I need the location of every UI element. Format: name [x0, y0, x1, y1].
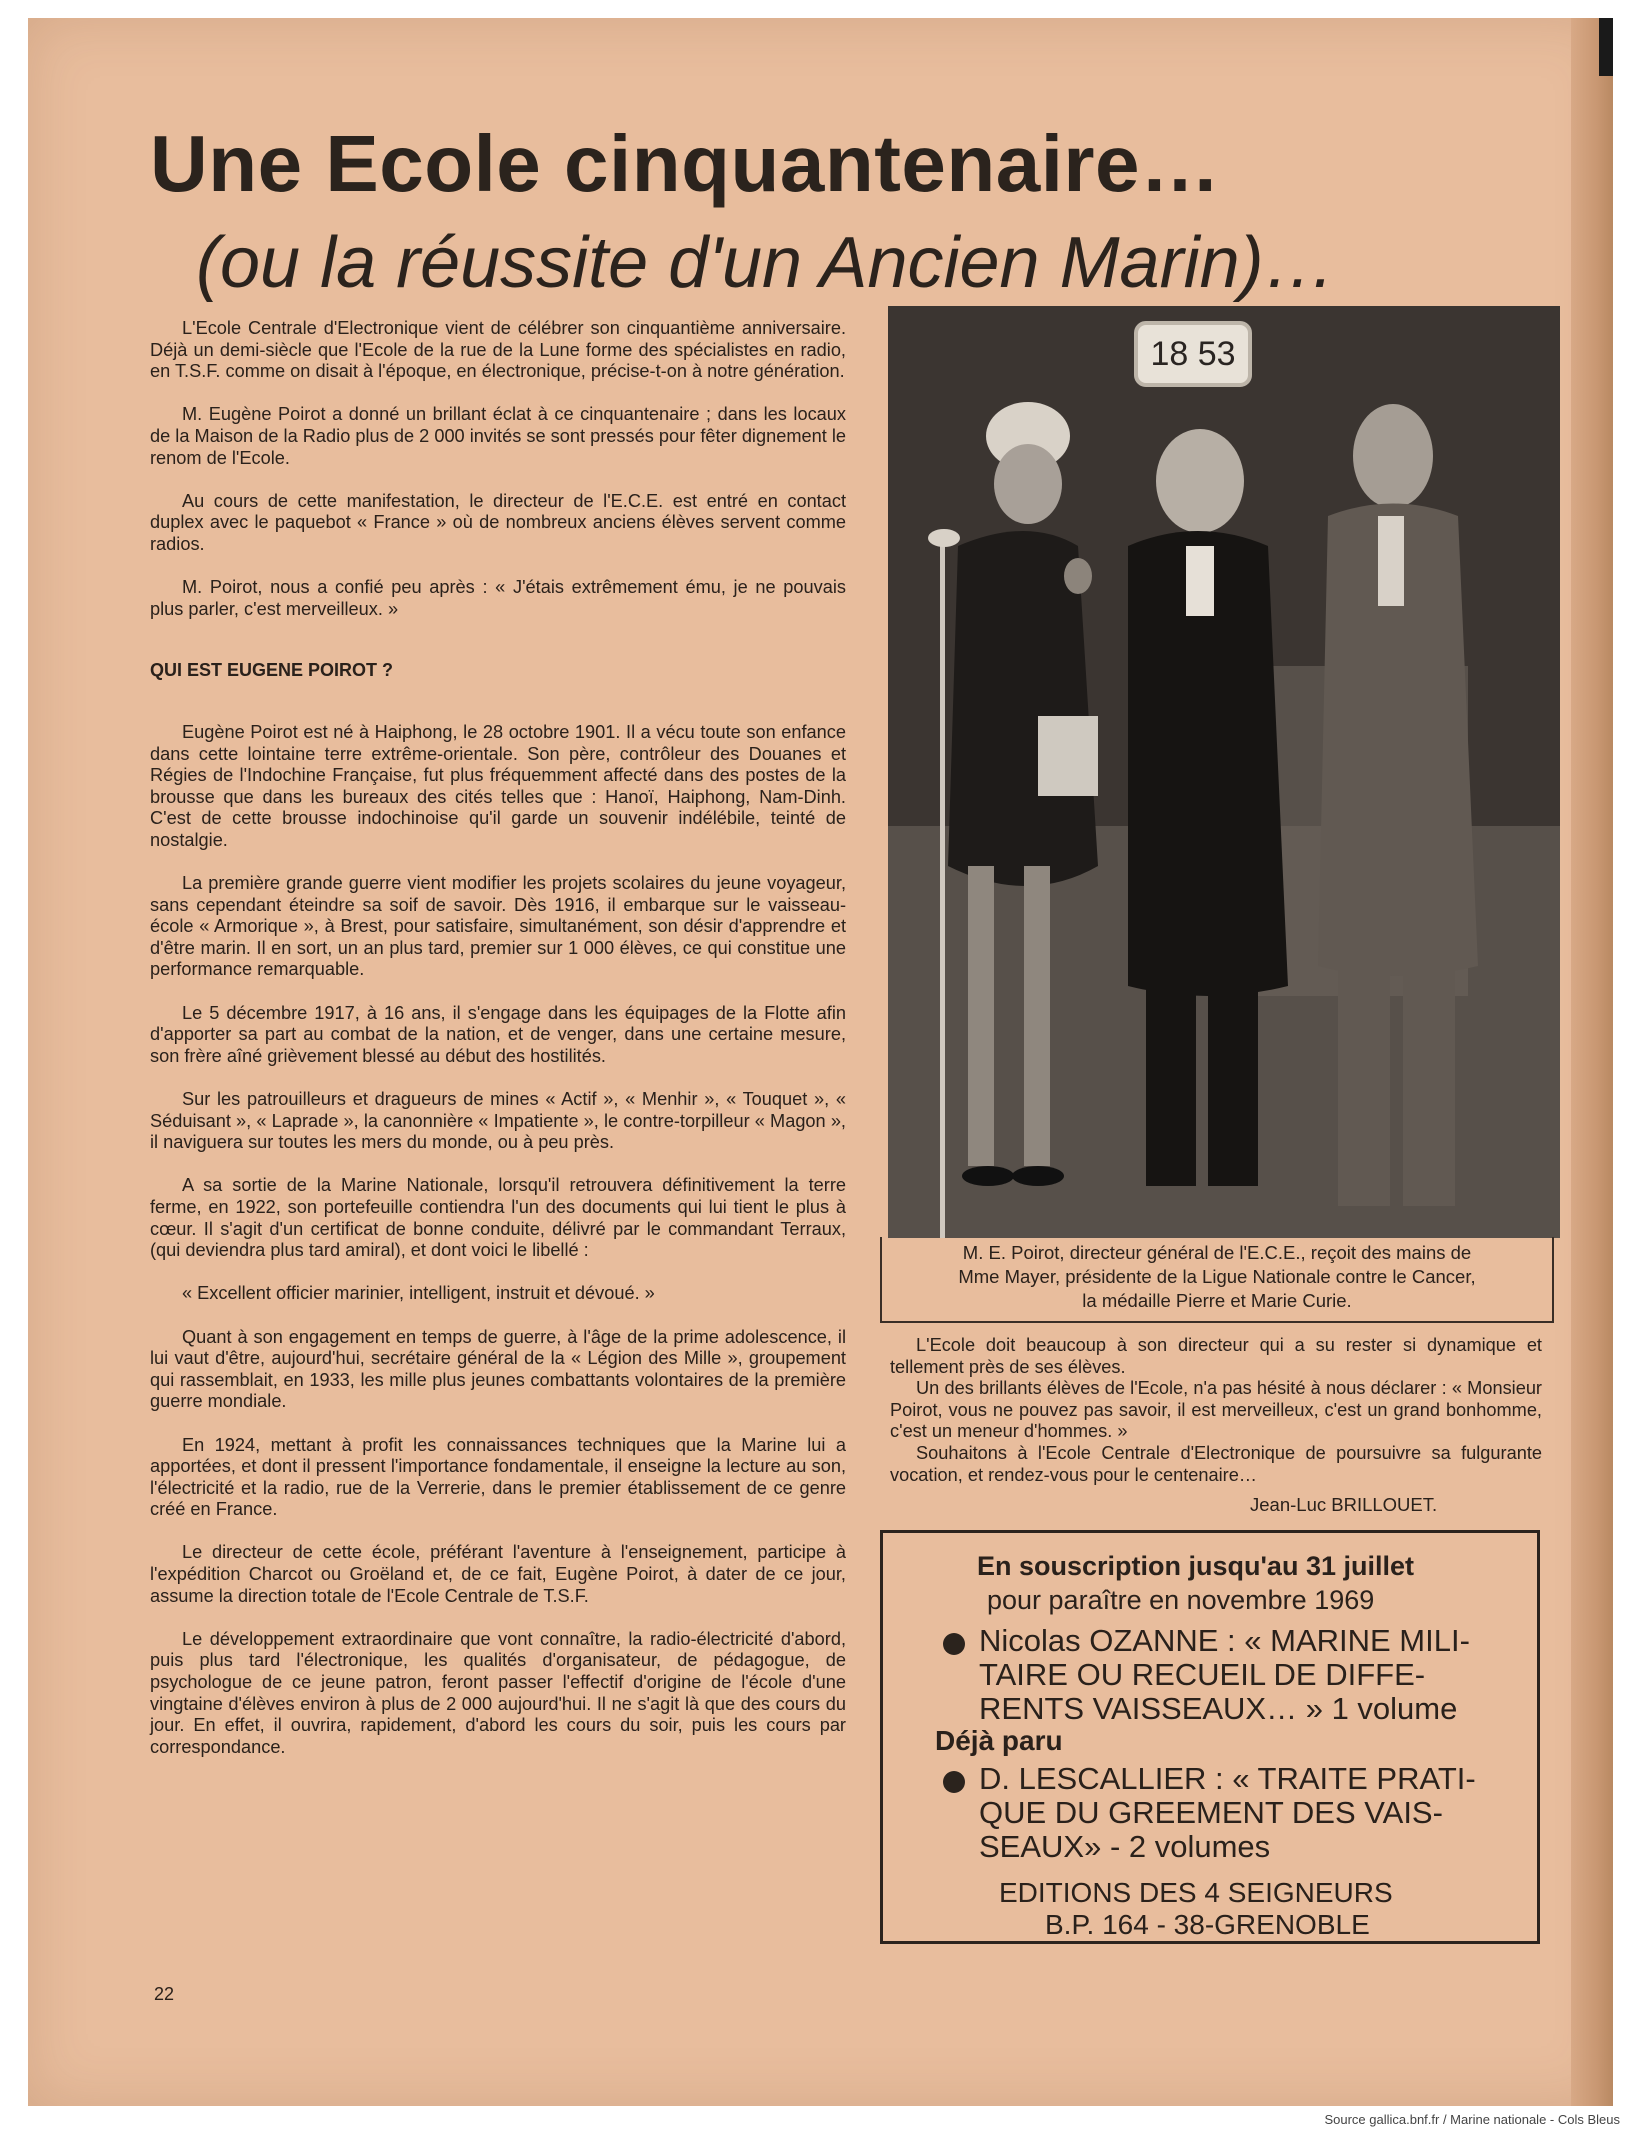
intro-paragraph: Au cours de cette manifestation, le directeur de l'E.C.E. est entré en contact duplex avec le paquebot « France » où de nombreux anciens élèves servent comme radios.: [150, 490, 846, 554]
advert-subtitle: pour paraître en novembre 1969: [987, 1585, 1375, 1615]
body-paragraph: Eugène Poirot est né à Haiphong, le 28 octobre 1901. Il a vécu toute son enfance dans cette lointaine terre extrême-orientale. Son père, contrôleur des Douanes et Régies de l'Indochine Française, fut plus fréquemment affecté dans des postes de la brousse que dans les bureaux des cités telles que : Hanoï, Haiphong, Nam-Dinh. C'est de cette brousse indochinoise qu'il garde un souvenir indélébile, teinté de nostalgie.: [150, 721, 846, 850]
article-subtitle: (ou la réussite d'un Ancien Marin)…: [196, 223, 1336, 303]
binding-tab: [1599, 18, 1613, 76]
advert-item1-line: Nicolas OZANNE : « MARINE MILI-: [979, 1623, 1470, 1658]
advert-item2-line: QUE DU GREEMENT DES VAIS-: [979, 1795, 1443, 1830]
section-heading: QUI EST EUGENE POIROT ?: [150, 660, 394, 681]
body-paragraph: La première grande guerre vient modifier les projets scolaires du jeune voyageur, sans cependant éteindre sa soif de savoir. Dès 1916, il embarque sur le vaisseau-école « Armorique », à Brest, pour satisfaire, simultanément, son désir d'apprendre et d'être marin. Il en sort, un an plus tard, premier sur 1 000 élèves, ce qui constitue une performance remarquable.: [150, 873, 846, 980]
advert-item2-line: SEAUX» - 2 volumes: [979, 1829, 1271, 1864]
photo-caption: [880, 1237, 1554, 1323]
advert-publisher: EDITIONS DES 4 SEIGNEURS: [999, 1877, 1393, 1908]
advert-item2-line: D. LESCALLIER : « TRAITE PRATI-: [979, 1761, 1476, 1796]
body-paragraph: A sa sortie de la Marine Nationale, lorsqu'il retrouvera définitivement la terre ferme, en 1922, son portefeuille contiendra l'un des documents qui lui tient le plus à cœur. Il s'agit d'un certificat de bonne conduite, délivré par le commandant Terraux, (qui deviendra plus tard amiral), et dont voici le libellé :: [150, 1175, 846, 1261]
body-paragraph: En 1924, mettant à profit les connaissances techniques que la Marine lui a apportées, et dont il pressent l'importance fondamentale, il enseigne la lecture au son, l'électricité et la radio, rue de la Verrerie, dans le premier établissement de ce genre créé en France.: [150, 1434, 846, 1520]
body-paragraph: Quant à son engagement en temps de guerre, à l'âge de la prime adolescence, il lui vaut d'être, aujourd'hui, secrétaire général de la « Légion des Mille », groupement qui rassemblait, en 1933, les mille plus jeunes combattants volontaires de la première guerre mondiale.: [150, 1326, 846, 1412]
body-paragraph: Le développement extraordinaire que vont connaître, la radio-électricité d'abord, puis plus tard l'électronique, les qualités d'organisateur, de pédagogue, de psychologue de ce jeune patron, feront passer l'effectif d'origine de l'école d'une vingtaine d'élèves environ à plus de 2 000 aujourd'hui. Il ne s'agit là que des cours du jour. En effet, il ouvrira, rapidement, d'abord les cours du soir, puis les cours par correspondance.: [150, 1628, 846, 1757]
bullet-icon: [943, 1633, 965, 1655]
intro-paragraph: M. Poirot, nous a confié peu après : « J'étais extrêmement ému, je ne pouvais plus parler, c'est merveilleux. »: [150, 577, 846, 619]
advert-address: B.P. 164 - 38-GRENOBLE: [1045, 1909, 1370, 1940]
closing-paragraph: Souhaitons à l'Ecole Centrale d'Electronique de poursuivre sa fulgurante vocation, et rendez-vous pour le centenaire…: [890, 1442, 1542, 1485]
page-spine: [1571, 18, 1613, 2106]
caption-line: Mme Mayer, présidente de la Ligue Nationale contre le Cancer,: [958, 1266, 1476, 1287]
author-signature: Jean-Luc BRILLOUET.: [1250, 1494, 1438, 1515]
intro-paragraph: M. Eugène Poirot a donné un brillant éclat à ce cinquantenaire ; dans les locaux de la Maison de la Radio plus de 2 000 invités se sont pressés pour fêter dignement le renom de l'Ecole.: [150, 404, 846, 468]
certificate-quote: « Excellent officier marinier, intelligent, instruit et dévoué. »: [182, 1283, 655, 1304]
footer-credit: Source gallica.bnf.fr / Marine nationale - Cols Bleus: [1324, 2112, 1620, 2127]
advert-item1-line: RENTS VAISSEAUX… » 1 volume: [979, 1691, 1458, 1726]
ceremony-photo: [888, 306, 1560, 1238]
intro-paragraph: L'Ecole Centrale d'Electronique vient de célébrer son cinquantième anniversaire. Déjà un demi-siècle que l'Ecole de la rue de la Lune forme des spécialistes en radio, en T.S.F. comme on disait à l'époque, en électronique, précise-t-on à notre génération.: [150, 318, 846, 382]
bullet-icon: [943, 1771, 965, 1793]
closing-paragraph: Un des brillants élèves de l'Ecole, n'a pas hésité à nous déclarer : « Monsieur Poirot, vous ne pouvez pas savoir, il est merveilleux, c'est un grand bonhomme, c'est un meneur d'hommes. »: [890, 1378, 1542, 1442]
body-paragraph: Le directeur de cette école, préférant l'aventure à l'enseignement, participe à l'expédition Charcot ou Groëland et, de ce fait, Eugène Poirot, à dater de ce jour, assume la direction totale de l'Ecole Centrale de T.S.F.: [150, 1542, 846, 1606]
right-column-text: [890, 1335, 1542, 1486]
photo-illustration: [888, 306, 1560, 1238]
caption-line: la médaille Pierre et Marie Curie.: [1082, 1290, 1352, 1311]
article-title: Une Ecole cinquantenaire…: [150, 119, 1221, 208]
closing-paragraph: L'Ecole doit beaucoup à son directeur qui a su rester si dynamique et tellement près de ses élèves.: [890, 1335, 1542, 1377]
advert-box: [880, 1530, 1540, 1944]
page-number: 22: [154, 1984, 175, 2004]
advert-item1-line: TAIRE OU RECUEIL DE DIFFE-: [979, 1657, 1426, 1692]
advert-deja-paru: Déjà paru: [935, 1725, 1063, 1756]
clock-sign: 18 53: [1134, 321, 1252, 387]
left-column: [150, 318, 846, 1780]
advert-title: En souscription jusqu'au 31 juillet: [977, 1551, 1414, 1581]
body-paragraph: Le 5 décembre 1917, à 16 ans, il s'engage dans les équipages de la Flotte afin d'apporter sa part au combat de la nation, et de venger, dans une certaine mesure, son frère aîné grièvement blessé au début des hostilités.: [150, 1002, 846, 1066]
body-paragraph: Sur les patrouilleurs et dragueurs de mines « Actif », « Menhir », « Touquet », « Séduisant », « Laprade », la canonnière « Impatiente », le contre-torpilleur « Magon », il naviguera sur toutes les mers du monde, ou à peu près.: [150, 1089, 846, 1153]
caption-line: M. E. Poirot, directeur général de l'E.C.E., reçoit des mains de: [962, 1242, 1472, 1263]
